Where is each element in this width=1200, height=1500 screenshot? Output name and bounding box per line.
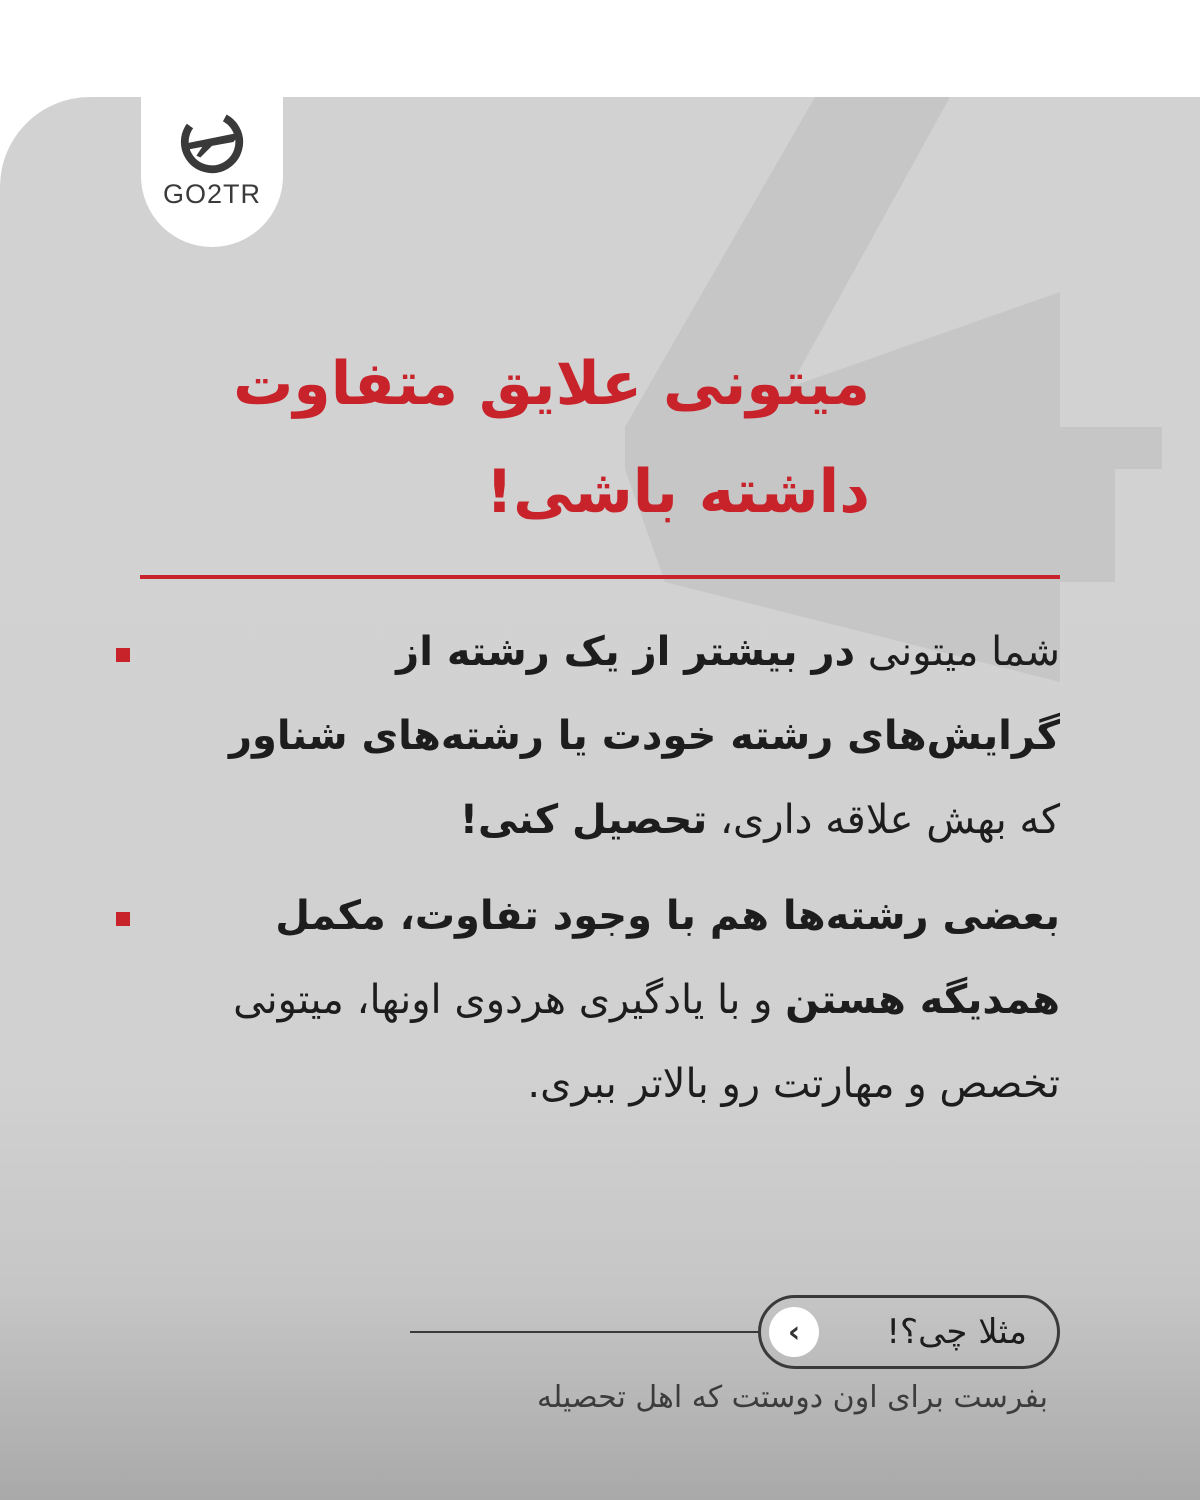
bullet-text-part: و با یادگیری هردوی اونها، میتونی تخصص و مهارتت رو بالاتر ببری.: [233, 977, 1060, 1107]
bullet-list: [140, 610, 1060, 1138]
bullet-text: [185, 874, 1060, 1126]
chevron-right-icon: ›: [769, 1307, 819, 1357]
next-slide-label: مثلا چی؟!: [886, 1312, 1027, 1352]
headline: [110, 330, 870, 546]
bullet-text-part-bold: تحصیل کنی!: [459, 797, 708, 843]
cta-line: [410, 1331, 760, 1333]
logo: [141, 97, 283, 247]
bullet-item: [140, 610, 1060, 862]
plane-globe-icon: [173, 107, 251, 177]
bullet-item: [140, 874, 1060, 1126]
bullet-text: [185, 610, 1060, 862]
logo-text: GO2TR: [162, 179, 261, 209]
bullet-text-part: که بهش علاقه داری،: [707, 797, 1060, 843]
bullet-text-part-bold: بعضی رشته‌ها هم با وجود تفاوت، مکمل همدیگه هستن: [275, 893, 1060, 1023]
bullet-marker: [116, 912, 130, 926]
headline-line-2: داشته باشی!: [485, 457, 870, 527]
share-text: بفرست برای اون دوستت که اهل تحصیله: [537, 1380, 1048, 1415]
bullet-text-part: شما میتونی: [855, 629, 1060, 675]
headline-line-1: میتونی علایق متفاوت: [233, 349, 870, 419]
bullet-text-part-bold: در بیشتر از یک رشته از گرایش‌های رشته خودت یا رشته‌های شناور: [228, 629, 1060, 759]
next-slide-button[interactable]: [758, 1295, 1060, 1369]
divider: [140, 575, 1060, 579]
bullet-marker: [116, 648, 130, 662]
